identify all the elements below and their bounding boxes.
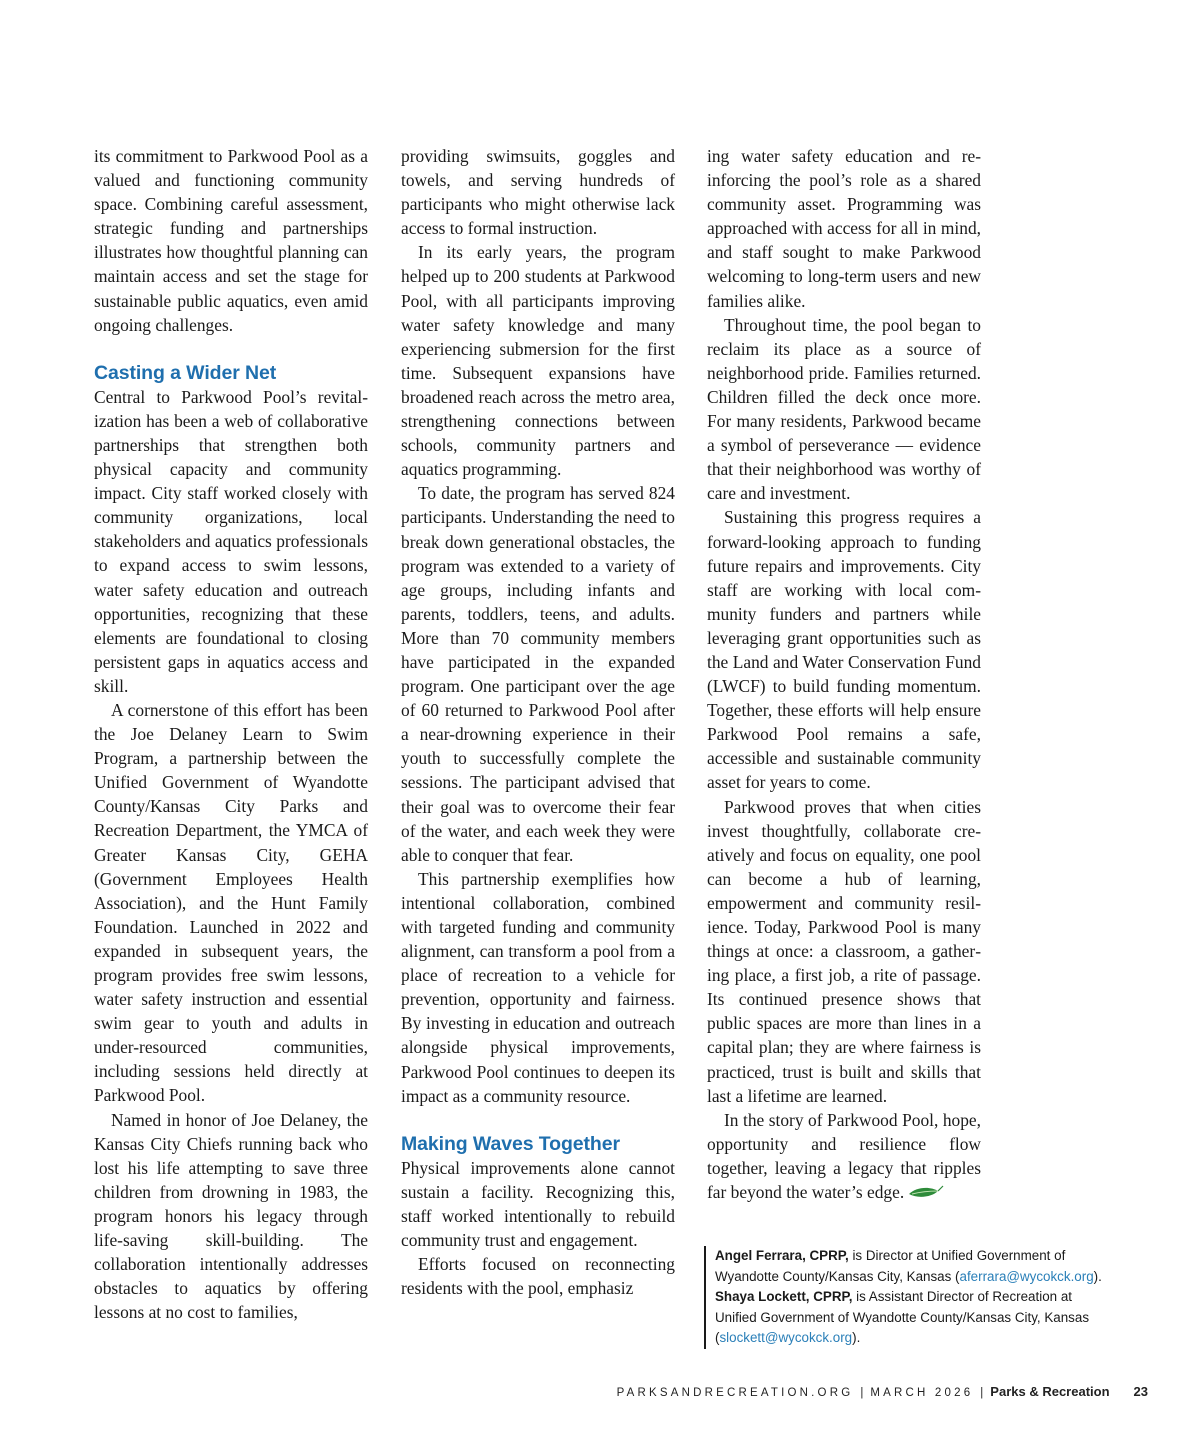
closing-text: In the story of Parkwood Pool, hope, opportunity and resilience flow together, leaving a legacy that ripples far beyond the water’s edge. (707, 1109, 981, 1203)
paragraph: providing swimsuits, goggles and towels, and serving hundreds of participants who might otherwise lack access to formal instruction. (401, 146, 675, 239)
footer-divider: | (980, 1387, 984, 1399)
bio-separator: ). (1093, 1268, 1102, 1284)
page-footer (617, 1384, 1148, 1399)
paragraph: Efforts focused on reconnecting residents with the pool, emphasiz (401, 1254, 675, 1299)
author-2-text: is Assistant Director of Recreation at Unified Government of Wyandotte County/Kansas City, Kansas ( (715, 1289, 1090, 1346)
author-1-email-link[interactable]: aferrara@wycokck.org (959, 1268, 1094, 1284)
author-bio (704, 1246, 1115, 1349)
paragraph: Sustaining this progress requires a forward-looking approach to funding future repairs and improvements. City staff are working with local community funders and partners while leveraging grant opportunities such as the Land and Water Conservation Fund (LWCF) to build funding momentum. Together, these efforts will help ensure Parkwood Pool remains a safe, accessible and sustainable community asset for years to come. (707, 507, 981, 793)
section-heading-casting-a-wider-net: Casting a Wider Net (94, 361, 277, 384)
paragraph: Throughout time, the pool began to reclaim its place as a source of neighborhood pride. Families returned. Children filled the deck once more. For many residents, Parkwood became a symbol of perseverance — evidence that their neighborhood was worthy of care and investment. (707, 314, 981, 504)
footer-date: MARCH 2026 (870, 1387, 974, 1399)
author-2-name: Shaya Lockett, CPRP, (715, 1289, 853, 1305)
paragraph: its commitment to Parkwood Pool as a valued and functioning community space. Combining careful assessment, strategic funding and partnerships illustrates how thoughtful planning can maintain access and set the stage for sustainable public aquatics, even amid ongoing challenges. (94, 146, 368, 335)
closing-paragraph (707, 1108, 981, 1204)
paragraph: In its early years, the program helped up to 200 students at Parkwood Pool, with all participants improving water safety knowledge and many experiencing submersion for the first time. Subsequent expansions have broadened reach across the metro area, strengthening connections between schools, community partners and aquatics programming. (401, 242, 675, 480)
footer-magazine-name: Parks & Recreation (990, 1384, 1110, 1399)
paragraph: Named in honor of Joe Delaney, the Kansas City Chiefs running back who lost his life attempting to save three children from drowning in 1983, the program honors his legacy through life-saving skill-building. The collaboration intentionally addresses obstacles to aquatics by offering lessons at no cost to families, (94, 1109, 368, 1323)
paragraph: To date, the program has served 824 participants. Understanding the need to break down generational obstacles, the program was extended to a variety of age groups, including infants and parents, toddlers, teens, and adults. More than 70 community members have participated in the expanded program. One participant over the age of 60 returned to Parkwood Pool after a near-drowning experience in their youth to successfully complete the sessions. The participant advised that their goal was to overcome their fear of the water, and each week they were able to conquer that fear. (401, 483, 675, 865)
article-column-1 (94, 144, 368, 1324)
paragraph: Central to Parkwood Pool’s revitalization has been a web of collaborative partnerships that strengthen both physical capacity and community impact. City staff worked closely with community organizations, local stakeholders and aquatics professionals to expand access to swim lessons, water safety education and outreach opportunities, recognizing that these elements are foundational to closing persistent gaps in aquatics access and skill. (94, 386, 368, 696)
section-heading-making-waves-together: Making Waves Together (401, 1132, 620, 1155)
paragraph: A cornerstone of this effort has been the Joe Delaney Learn to Swim Program, a partnership between the Unified Government of Wyandotte County/Kansas City Parks and Recreation Department, the YMCA of Greater Kansas City, GEHA (Government Employees Health Association), and the Hunt Family Foundation. Launched in 2022 and expanded in subsequent years, the program provides free swim lessons, water safety instruction and essential swim gear to youth and adults in under-resourced communities, including sessions held directly at Parkwood Pool. (94, 699, 368, 1106)
article-column-2 (401, 144, 675, 1300)
author-1-name: Angel Ferrara, CPRP, (715, 1248, 849, 1263)
paragraph: Physical improvements alone cannot sustain a facility. Recognizing this, staff worked intentionally to rebuild community trust and engagement. (401, 1157, 675, 1251)
author-2-email-link[interactable]: slockett@wycokck.org (719, 1330, 853, 1346)
article-column-3 (707, 144, 981, 1204)
footer-divider: | (860, 1387, 864, 1399)
page-number: 23 (1133, 1384, 1148, 1399)
paragraph: This partnership exemplifies how intentional collaboration, combined with targeted funding and community alignment, can transform a pool from a place of recreation to a vehicle for prevention, opportunity and fairness. By investing in education and outreach alongside physical improvements, Parkwood Pool continues to deepen its impact as a community resource. (401, 868, 675, 1106)
paragraph: Parkwood proves that when cities invest thoughtfully, collaborate creatively and focus on equality, one pool can become a hub of learning, empowerment and community resilience. Today, Parkwood Pool is many things at once: a classroom, a gathering place, a first job, a rite of passage. Its continued presence shows that public spaces are more than lines in a capital plan; they are where fairness is practiced, trust is built and skills that last a lifetime are learned. (707, 796, 981, 1106)
paragraph: ing water safety education and reinforcing the pool’s role as a shared community asset. Programming was approached with access for all in mind, and staff sought to make Parkwood welcoming to long-term users and new families alike. (707, 146, 981, 311)
author-1-text: is Director at Unified Government of Wyandotte County/Kansas City, Kansas ( (715, 1248, 1066, 1284)
bio-end: ). (852, 1330, 861, 1346)
leaf-icon (908, 1185, 944, 1201)
footer-site: PARKSANDRECREATION.ORG (616, 1387, 854, 1399)
